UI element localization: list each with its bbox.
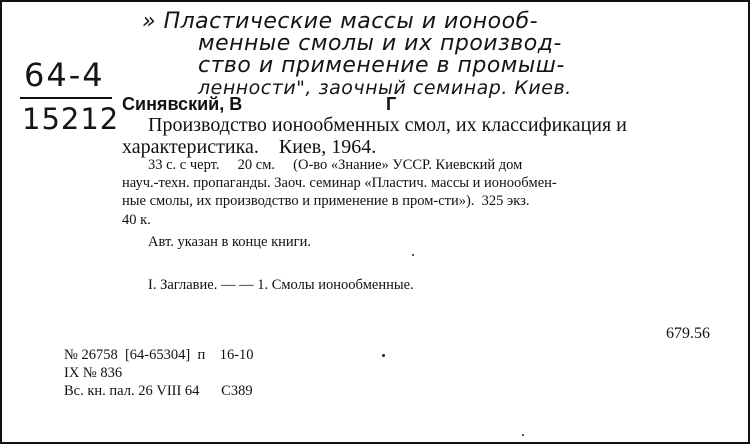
handwritten-call-number: 15212 bbox=[22, 102, 120, 136]
registry-line-2: IX № 836 bbox=[64, 365, 123, 381]
price: 40 к. bbox=[122, 212, 151, 228]
handwritten-title-line-2: менные смолы и их производ- bbox=[198, 31, 562, 56]
speck-mark bbox=[382, 354, 385, 357]
description-line-2: науч.-техн. пропаганды. Заоч. семинар «Пластич. массы и ионообмен- bbox=[122, 175, 557, 191]
author-heading: Синявский, В bbox=[122, 94, 243, 114]
heading-letter: Г bbox=[386, 94, 397, 114]
speck-mark bbox=[522, 434, 524, 436]
description-line-1: 33 с. с черт. 20 см. (О-во «Знание» УССР. Киевский дом bbox=[148, 157, 523, 173]
registry-line-3: Вс. кн. пал. 26 VIII 64 С389 bbox=[64, 383, 253, 399]
book-title-line-2: характеристика. Киев, 1964. bbox=[122, 136, 377, 158]
book-title-line-1: Производство ионообменных смол, их классификация и bbox=[148, 114, 627, 136]
handwritten-title-line-3: ство и применение в промыш- bbox=[198, 53, 565, 78]
speck-mark bbox=[412, 254, 414, 256]
handwritten-title-line-1: » Пластические массы и ионооб- bbox=[142, 9, 539, 34]
author-note: Авт. указан в конце книги. bbox=[148, 234, 312, 250]
subject-tracings: I. Заглавие. — — 1. Смолы ионообменные. bbox=[148, 277, 414, 293]
handwritten-title-line-4: ленности", заочный семинар. Киев. bbox=[198, 77, 572, 99]
description-line-3: ные смолы, их производство и применение в пром-сти»). 325 экз. bbox=[122, 193, 530, 209]
handwritten-shelf-code: 64-4 bbox=[24, 56, 105, 94]
shelf-code-underline bbox=[20, 97, 112, 99]
registry-line-1: № 26758 [64-65304] п 16-10 bbox=[64, 347, 254, 363]
classification-number: 679.56 bbox=[666, 325, 710, 342]
